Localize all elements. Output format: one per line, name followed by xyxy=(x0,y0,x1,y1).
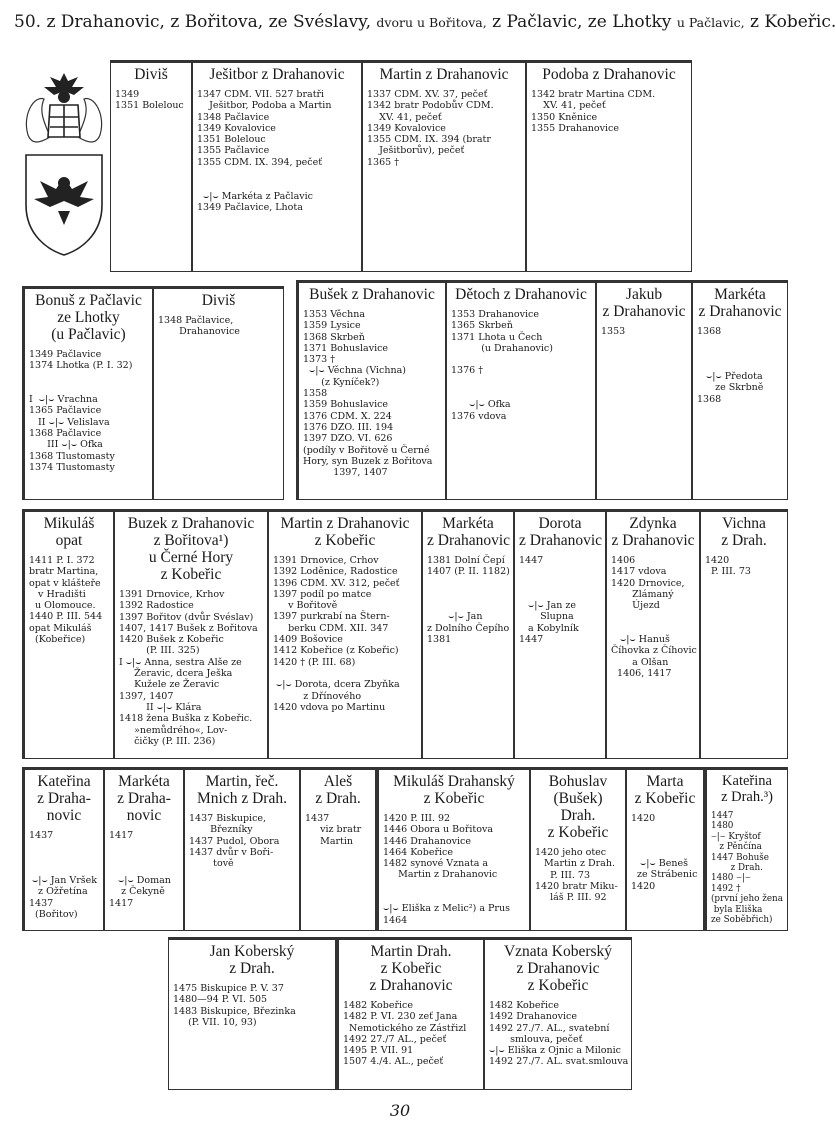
person-records: 1482 Kobeřice 1482 P. VI. 230 zeť Jana Nemotického ze Zástřizl 1492 27./7 AL., pečeť 1495 P. VII. 91 1507 4./4. AL., pečeť xyxy=(343,1000,467,1068)
person-name: Bušek z Drahanovic xyxy=(309,286,435,303)
person-name: Jakub z Drahanovic xyxy=(602,286,686,320)
person-name: Buzek z Drahanovic z Bořitova¹) u Černé Hory z Kobeřic xyxy=(127,515,255,583)
person-records: 1353 xyxy=(601,326,626,337)
person-records: 1447 1480 ⌣|⌣ Kryštof z Pěnčína 1447 Bohuše z Drah. 1480 ⌣|⌣ 1492 † (první jeho žena byla Eliška ze Soběbřich) xyxy=(711,811,783,926)
person-records: 1420 ⌣|⌣ Beneš ze Strábenic 1420 xyxy=(631,813,698,892)
person-records: 1348 Pačlavice, Drahanovice xyxy=(158,315,240,338)
person-card xyxy=(596,280,692,500)
person-name: Diviš xyxy=(134,66,168,83)
person-records: 1437 ⌣|⌣ Jan Vršek z Ožřetína 1437 (Bořitov) xyxy=(29,830,98,921)
person-name: Vznata Koberský z Drahanovic z Kobeřic xyxy=(503,943,613,994)
person-card xyxy=(22,767,104,931)
person-records: 1381 Dolní Čepí 1407 (P. II. 1182) ⌣|⌣ Jan z Dolního Čepího 1381 xyxy=(427,555,510,646)
coat-of-arms-icon xyxy=(20,65,108,260)
person-name: Mikuláš opat xyxy=(43,515,95,549)
person-records: 1391 Drnovice, Crhov 1392 Loděnice, Radostice 1396 CDM. XV. 312, pečeť 1397 podíl po matce v Bořitově 1397 purkrabí na Štern- berku CDM. XII. 347 1409 Bošovice 1412 Kobeřice (z Kobeřic) 1420 † (P. III. 68) ⌣|⌣ Dorota, dcera Zbyňka z Dřínového 1420 vdova po Martinu xyxy=(273,555,400,713)
person-card xyxy=(22,509,114,759)
person-name: Kateřina z Draha- novic xyxy=(37,773,91,824)
person-card xyxy=(168,937,336,1090)
person-card xyxy=(514,509,606,759)
person-name: Martin, řeč. Mnich z Drah. xyxy=(197,773,287,807)
person-name: Markéta z Drahanovic xyxy=(698,286,782,320)
person-records: 1482 Kobeřice 1492 Drahanovice 1492 27./7. AL., svatební smlouva, pečeť ⌣|⌣ Eliška z Ojnic a Milonic 1492 27./7. AL. svat.smlouva xyxy=(489,1000,629,1068)
person-records: 1347 CDM. VII. 527 bratři Ješitbor, Podoba a Martin 1348 Pačlavice 1349 Kovalovice 1351 Bolelouc 1355 Pačlavice 1355 CDM. IX. 394, pečeť ⌣|⌣ Markéta z Pačlavic 1349 Pačlavice, Lhota xyxy=(197,89,332,213)
page-number: 30 xyxy=(389,1101,411,1120)
person-records: 1368 ⌣|⌣ Předota ze Skrbně 1368 xyxy=(697,326,764,405)
person-records: 1437 viz bratr Martin xyxy=(305,813,362,847)
person-records: 1447 ⌣|⌣ Jan ze Slupna a Kobylník 1447 xyxy=(519,555,579,646)
person-card xyxy=(606,509,700,759)
person-card xyxy=(114,509,268,759)
person-name: Markéta z Drahanovic xyxy=(427,515,511,549)
person-name: Vichna z Drah. xyxy=(721,515,767,549)
person-name: Marta z Kobeřic xyxy=(634,773,696,807)
person-name: Mikuláš Drahanský z Kobeřic xyxy=(393,773,515,807)
person-card xyxy=(526,60,692,272)
person-records: 1353 Věchna 1359 Lysice 1368 Skrbeň 1371 Bohuslavice 1373 † ⌣|⌣ Věchna (Vichna) (z Kyníček?) 1358 1359 Bohuslavice 1376 CDM. X. 224 1376 DZO. III. 194 1397 DZO. VI. 626 (podíly v Bořitově u Černé Hory, syn Buzek z Bořitova 1397, 1407 xyxy=(303,309,433,479)
title-part-e: z Kobeřic. xyxy=(744,12,836,32)
person-card xyxy=(268,509,422,759)
person-name: Ješitbor z Drahanovic xyxy=(209,66,345,83)
person-records: 1353 Drahanovice 1365 Skrbeň 1371 Lhota u Čech (u Drahanovic) 1376 † ⌣|⌣ Ofka 1376 vdova xyxy=(451,309,553,422)
person-card xyxy=(362,60,526,272)
title-part-c: z Pačlavic, ze Lhotky xyxy=(486,12,677,32)
person-card xyxy=(192,60,362,272)
person-records: 1391 Drnovice, Krhov 1392 Radostice 1397 Bořitov (dvůr Svéslav) 1407, 1417 Bušek z Bořitova 1420 Bušek z Kobeřic (P. III. 325) I ⌣|⌣ Anna, sestra Alše ze Žeravic, dcera Ješka Kužele ze Žeravic 1397, 1407 II ⌣|⌣ Klára 1418 žena Buška z Kobeřic. »nemůdrého«, Lov- čičky (P. III. 236) xyxy=(119,589,258,747)
page-title xyxy=(14,12,836,33)
person-records: 1417 ⌣|⌣ Doman z Čekyně 1417 xyxy=(109,830,171,909)
person-card xyxy=(184,767,300,931)
person-card xyxy=(153,286,284,500)
person-card xyxy=(376,767,530,931)
person-records: 1475 Biskupice P. V. 37 1480—94 P. VI. 505 1483 Biskupice, Březinka (P. VII. 10, 93) xyxy=(173,983,296,1028)
person-records: 1420 P. III. 73 xyxy=(705,555,751,578)
person-card xyxy=(104,767,184,931)
person-card xyxy=(110,60,192,272)
person-name: Dětoch z Drahanovic xyxy=(455,286,587,303)
person-card xyxy=(446,280,596,500)
title-part-a: 50. z Drahanovic, z Bořitova, ze Svéslavy, xyxy=(14,12,377,32)
person-card xyxy=(700,509,788,759)
person-card xyxy=(530,767,626,931)
person-card xyxy=(300,767,376,931)
person-records: 1349 Pačlavice 1374 Lhotka (P. I. 32) I ⌣|⌣ Vrachna 1365 Pačlavice II ⌣|⌣ Velislava 1368 Pačlavice III ⌣|⌣ Ofka 1368 Tlustomasty 1374 Tlustomasty xyxy=(29,349,133,473)
person-card xyxy=(484,937,632,1090)
person-card xyxy=(692,280,788,500)
person-records: 1411 P. I. 372 bratr Martina, opat v klášteře v Hradišti u Olomouce. 1440 P. III. 544 opat Mikuláš (Kobeřice) xyxy=(29,555,103,646)
person-records: 1420 P. III. 92 1446 Obora u Bořitova 1446 Drahanovice 1464 Kobeřice 1482 synové Vznata a Martin z Drahanovic ⌣|⌣ Eliška z Melic²) a Prus 1464 xyxy=(383,813,510,926)
person-name: Markéta z Draha- novic xyxy=(117,773,171,824)
person-records: 1342 bratr Martina CDM. XV. 41, pečeť 1350 Kněnice 1355 Drahanovice xyxy=(531,89,656,134)
person-name: Diviš xyxy=(201,292,236,309)
person-name: Martin z Drahanovic z Kobeřic xyxy=(280,515,410,549)
person-name: Martin z Drahanovic xyxy=(379,66,509,83)
person-records: 1337 CDM. XV. 37, pečeť 1342 bratr Podobův CDM. XV. 41, pečeť 1349 Kovalovice 1355 CDM. IX. 394 (bratr Ješitborův), pečeť 1365 † xyxy=(367,89,494,168)
person-name: Kateřina z Drah.³) xyxy=(721,773,773,805)
title-part-d: u Pačlavic, xyxy=(676,15,745,30)
person-card xyxy=(704,767,788,931)
person-name: Bohuslav (Bušek) Drah. z Kobeřic xyxy=(547,773,609,841)
person-card xyxy=(336,937,484,1090)
person-name: Aleš z Drah. xyxy=(315,773,361,807)
person-card xyxy=(22,286,153,500)
person-name: Jan Koberský z Drah. xyxy=(209,943,295,977)
person-card xyxy=(626,767,704,931)
person-name: Podoba z Drahanovic xyxy=(542,66,676,83)
person-records: 1420 jeho otec Martin z Drah. P. III. 73 1420 bratr Miku- láš P. III. 92 xyxy=(535,847,618,904)
person-records: 1406 1417 vdova 1420 Drnovice, Zlámaný Újezd ⌣|⌣ Hanuš Číhovka z Číhovic a Olšan 1406, 1417 xyxy=(611,555,697,679)
person-card xyxy=(296,280,446,500)
person-name: Dorota z Drahanovic xyxy=(519,515,603,549)
person-name: Zdynka z Drahanovic xyxy=(611,515,695,549)
person-records: 1349 1351 Bolelouc xyxy=(115,89,184,112)
person-name: Martin Drah. z Kobeřic z Drahanovic xyxy=(369,943,453,994)
title-part-b: dvoru u Bořitova, xyxy=(376,15,487,30)
person-records: 1437 Biskupice, Březníky 1437 Pudol, Obora 1437 dvůr v Boři- tově xyxy=(189,813,280,870)
person-name: Bonuš z Pačlavic ze Lhotky (u Pačlavic) xyxy=(35,292,142,343)
person-card xyxy=(422,509,514,759)
